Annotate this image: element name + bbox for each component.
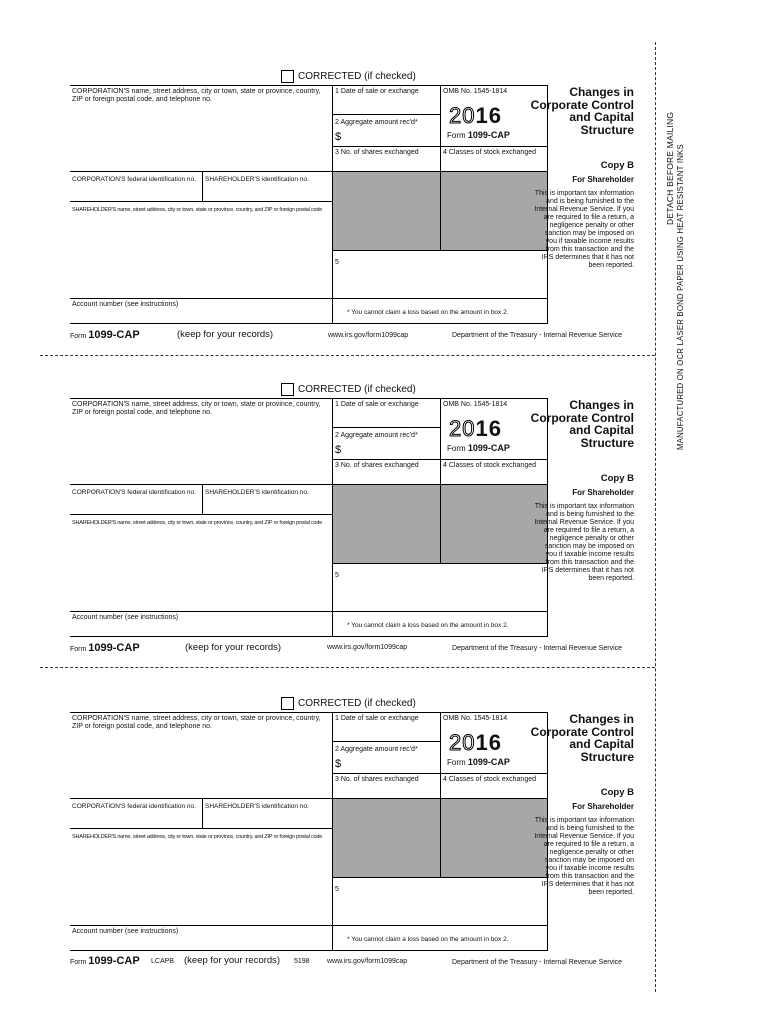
lcapb-code: LCAPB — [151, 958, 174, 965]
omb-number: OMB No. 1545-1814 — [443, 715, 508, 722]
box3-shares[interactable] — [333, 459, 441, 484]
for-shareholder-label: For Shareholder — [572, 802, 634, 811]
loss-note: * You cannot claim a loss based on the amount in box 2. — [347, 309, 509, 316]
corp-fed-id-label: CORPORATION'S federal identification no. — [72, 489, 196, 496]
irs-url: www.irs.gov/form1099cap — [327, 958, 408, 965]
corp-name-box[interactable] — [70, 85, 333, 171]
corp-name-label: CORPORATION'S name, street address, city or town, state or province, country, ZIP or foreign postal code, and telephone no. — [72, 715, 321, 730]
keep-for-records: (keep for your records) — [177, 329, 274, 340]
box4-label: 4 Classes of stock exchanged — [443, 462, 536, 469]
box1-date[interactable] — [333, 398, 441, 428]
box1-label: 1 Date of sale or exchange — [335, 88, 419, 95]
dollar-sign: $ — [335, 131, 342, 143]
corrected-checkbox[interactable] — [281, 70, 294, 83]
important-tax-info: This is important tax information and is being furnished to the Internal Revenue Service. If you are required to file a return, a negligence penalty or other sanction may be imposed on you if taxable income results from this transaction and the IRS determines that it has not been reported. — [534, 817, 634, 896]
account-number-box[interactable] — [70, 611, 333, 637]
corp-name-box[interactable] — [70, 398, 333, 484]
corrected-checkbox[interactable] — [281, 697, 294, 710]
shaded-box-right — [441, 484, 548, 563]
box5-label: 5 — [335, 572, 339, 579]
copy-b-label: Copy B — [600, 473, 634, 484]
manufactured-note: MANUFACTURED ON OCR LASER BOND PAPER USING HEAT RESISTANT INKS — [676, 144, 685, 450]
loss-note: * You cannot claim a loss based on the amount in box 2. — [347, 936, 509, 943]
shareholder-id-label: SHAREHOLDER'S identification no. — [205, 176, 309, 183]
box5[interactable] — [333, 250, 548, 298]
omb-number: OMB No. 1545-1814 — [443, 88, 508, 95]
for-shareholder-label: For Shareholder — [572, 175, 634, 184]
corp-name-label: CORPORATION'S name, street address, city or town, state or province, country, ZIP or foreign postal code, and telephone no. — [72, 88, 321, 103]
corp-name-box[interactable] — [70, 712, 333, 798]
shareholder-name-box[interactable] — [70, 201, 333, 298]
box3-label: 3 No. of shares exchanged — [335, 462, 419, 469]
corrected-label: CORRECTED (if checked) — [298, 71, 416, 82]
footer-form-id: Form 1099-CAP — [70, 642, 140, 654]
copy-b-label: Copy B — [600, 787, 634, 798]
box3-label: 3 No. of shares exchanged — [335, 776, 419, 783]
tax-year: 2016 — [449, 103, 502, 128]
form-copy-3 — [0, 697, 640, 997]
cut-line — [40, 667, 655, 668]
form-code: 5198 — [294, 958, 310, 965]
shareholder-id-box[interactable] — [203, 798, 333, 828]
dollar-sign: $ — [335, 758, 342, 770]
account-number-label: Account number (see instructions) — [72, 928, 179, 935]
shaded-box-right — [441, 798, 548, 877]
footer-form-id: Form 1099-CAP — [70, 329, 140, 341]
account-number-box[interactable] — [70, 925, 333, 951]
tax-year: 2016 — [449, 416, 502, 441]
box4-classes[interactable] — [441, 146, 548, 171]
shareholder-id-box[interactable] — [203, 171, 333, 201]
keep-for-records: (keep for your records) — [185, 642, 282, 653]
shareholder-name-box[interactable] — [70, 828, 333, 925]
corrected-label: CORRECTED (if checked) — [298, 384, 416, 395]
shareholder-name-label: SHAREHOLDER'S name, street address, city or town, state or province, country, and ZIP or foreign postal code — [72, 520, 323, 526]
irs-url: www.irs.gov/form1099cap — [328, 332, 409, 339]
box3-shares[interactable] — [333, 146, 441, 171]
form-id: Form 1099-CAP — [447, 443, 510, 453]
omb-number: OMB No. 1545-1814 — [443, 401, 508, 408]
box4-label: 4 Classes of stock exchanged — [443, 776, 536, 783]
detach-before-mailing: DETACH BEFORE MAILING — [665, 111, 675, 225]
box2-amount[interactable] — [333, 428, 441, 459]
vertical-cut-line — [655, 42, 656, 992]
box4-classes[interactable] — [441, 459, 548, 484]
box2-amount[interactable] — [333, 115, 441, 146]
keep-for-records: (keep for your records) — [184, 955, 281, 966]
copy-b-label: Copy B — [600, 160, 634, 171]
shareholder-name-box[interactable] — [70, 514, 333, 611]
shaded-box-left — [333, 798, 441, 877]
box2-label: 2 Aggregate amount rec'd* — [335, 746, 418, 753]
treasury-dept: Department of the Treasury - Internal Revenue Service — [452, 959, 623, 966]
shareholder-id-box[interactable] — [203, 484, 333, 514]
box1-date[interactable] — [333, 712, 441, 742]
loss-note-box — [333, 611, 548, 637]
account-number-label: Account number (see instructions) — [72, 614, 179, 621]
box1-label: 1 Date of sale or exchange — [335, 401, 419, 408]
box2-label: 2 Aggregate amount rec'd* — [335, 119, 418, 126]
corp-fed-id-label: CORPORATION'S federal identification no. — [72, 176, 196, 183]
treasury-dept: Department of the Treasury - Internal Revenue Service — [452, 645, 623, 652]
form-id: Form 1099-CAP — [447, 130, 510, 140]
box3-shares[interactable] — [333, 773, 441, 798]
shaded-box-left — [333, 484, 441, 563]
shareholder-name-label: SHAREHOLDER'S name, street address, city or town, state or province, country, and ZIP or foreign postal code — [72, 207, 323, 213]
box1-date[interactable] — [333, 85, 441, 115]
cut-line — [40, 355, 655, 356]
corrected-field[interactable] — [281, 383, 416, 396]
box4-classes[interactable] — [441, 773, 548, 798]
important-tax-info: This is important tax information and is being furnished to the Internal Revenue Service. If you are required to file a return, a negligence penalty or other sanction may be imposed on you if taxable income results from this transaction and the IRS determines that it has not been reported. — [534, 503, 634, 582]
shaded-box-right — [441, 171, 548, 250]
box5[interactable] — [333, 877, 548, 925]
loss-note: * You cannot claim a loss based on the amount in box 2. — [347, 622, 509, 629]
corrected-checkbox[interactable] — [281, 383, 294, 396]
corrected-field[interactable] — [281, 697, 416, 710]
box2-label: 2 Aggregate amount rec'd* — [335, 432, 418, 439]
shaded-box-left — [333, 171, 441, 250]
form-title: Changes in Corporate Control and Capital Structure — [530, 398, 634, 450]
for-shareholder-label: For Shareholder — [572, 488, 634, 497]
form-id: Form 1099-CAP — [447, 757, 510, 767]
box2-amount[interactable] — [333, 742, 441, 773]
corrected-field[interactable] — [281, 70, 416, 83]
corp-name-label: CORPORATION'S name, street address, city or town, state or province, country, ZIP or foreign postal code, and telephone no. — [72, 401, 321, 416]
dollar-sign: $ — [335, 444, 342, 456]
tax-year: 2016 — [449, 730, 502, 755]
footer-form-id: Form 1099-CAP — [70, 955, 140, 967]
corp-fed-id-box[interactable] — [70, 484, 203, 514]
box5-label: 5 — [335, 886, 339, 893]
form-copy-2 — [0, 383, 640, 683]
box1-label: 1 Date of sale or exchange — [335, 715, 419, 722]
important-tax-info: This is important tax information and is being furnished to the Internal Revenue Service. If you are required to file a return, a negligence penalty or other sanction may be imposed on you if taxable income results from this transaction and the IRS determines that it has not been reported. — [534, 190, 634, 269]
corp-fed-id-box[interactable] — [70, 798, 203, 828]
corrected-label: CORRECTED (if checked) — [298, 698, 416, 709]
account-number-label: Account number (see instructions) — [72, 301, 179, 308]
form-copy-1 — [0, 70, 640, 370]
loss-note-box — [333, 298, 548, 324]
corp-fed-id-box[interactable] — [70, 171, 203, 201]
box3-label: 3 No. of shares exchanged — [335, 149, 419, 156]
shareholder-id-label: SHAREHOLDER'S identification no. — [205, 803, 309, 810]
shareholder-name-label: SHAREHOLDER'S name, street address, city or town, state or province, country, and ZIP or foreign postal code — [72, 834, 323, 840]
form-title: Changes in Corporate Control and Capital Structure — [530, 85, 634, 137]
irs-url: www.irs.gov/form1099cap — [327, 644, 408, 651]
form-title: Changes in Corporate Control and Capital Structure — [530, 712, 634, 764]
shareholder-id-label: SHAREHOLDER'S identification no. — [205, 489, 309, 496]
treasury-dept: Department of the Treasury - Internal Revenue Service — [452, 332, 623, 339]
corp-fed-id-label: CORPORATION'S federal identification no. — [72, 803, 196, 810]
account-number-box[interactable] — [70, 298, 333, 324]
box5[interactable] — [333, 563, 548, 611]
loss-note-box — [333, 925, 548, 951]
box5-label: 5 — [335, 259, 339, 266]
box4-label: 4 Classes of stock exchanged — [443, 149, 536, 156]
